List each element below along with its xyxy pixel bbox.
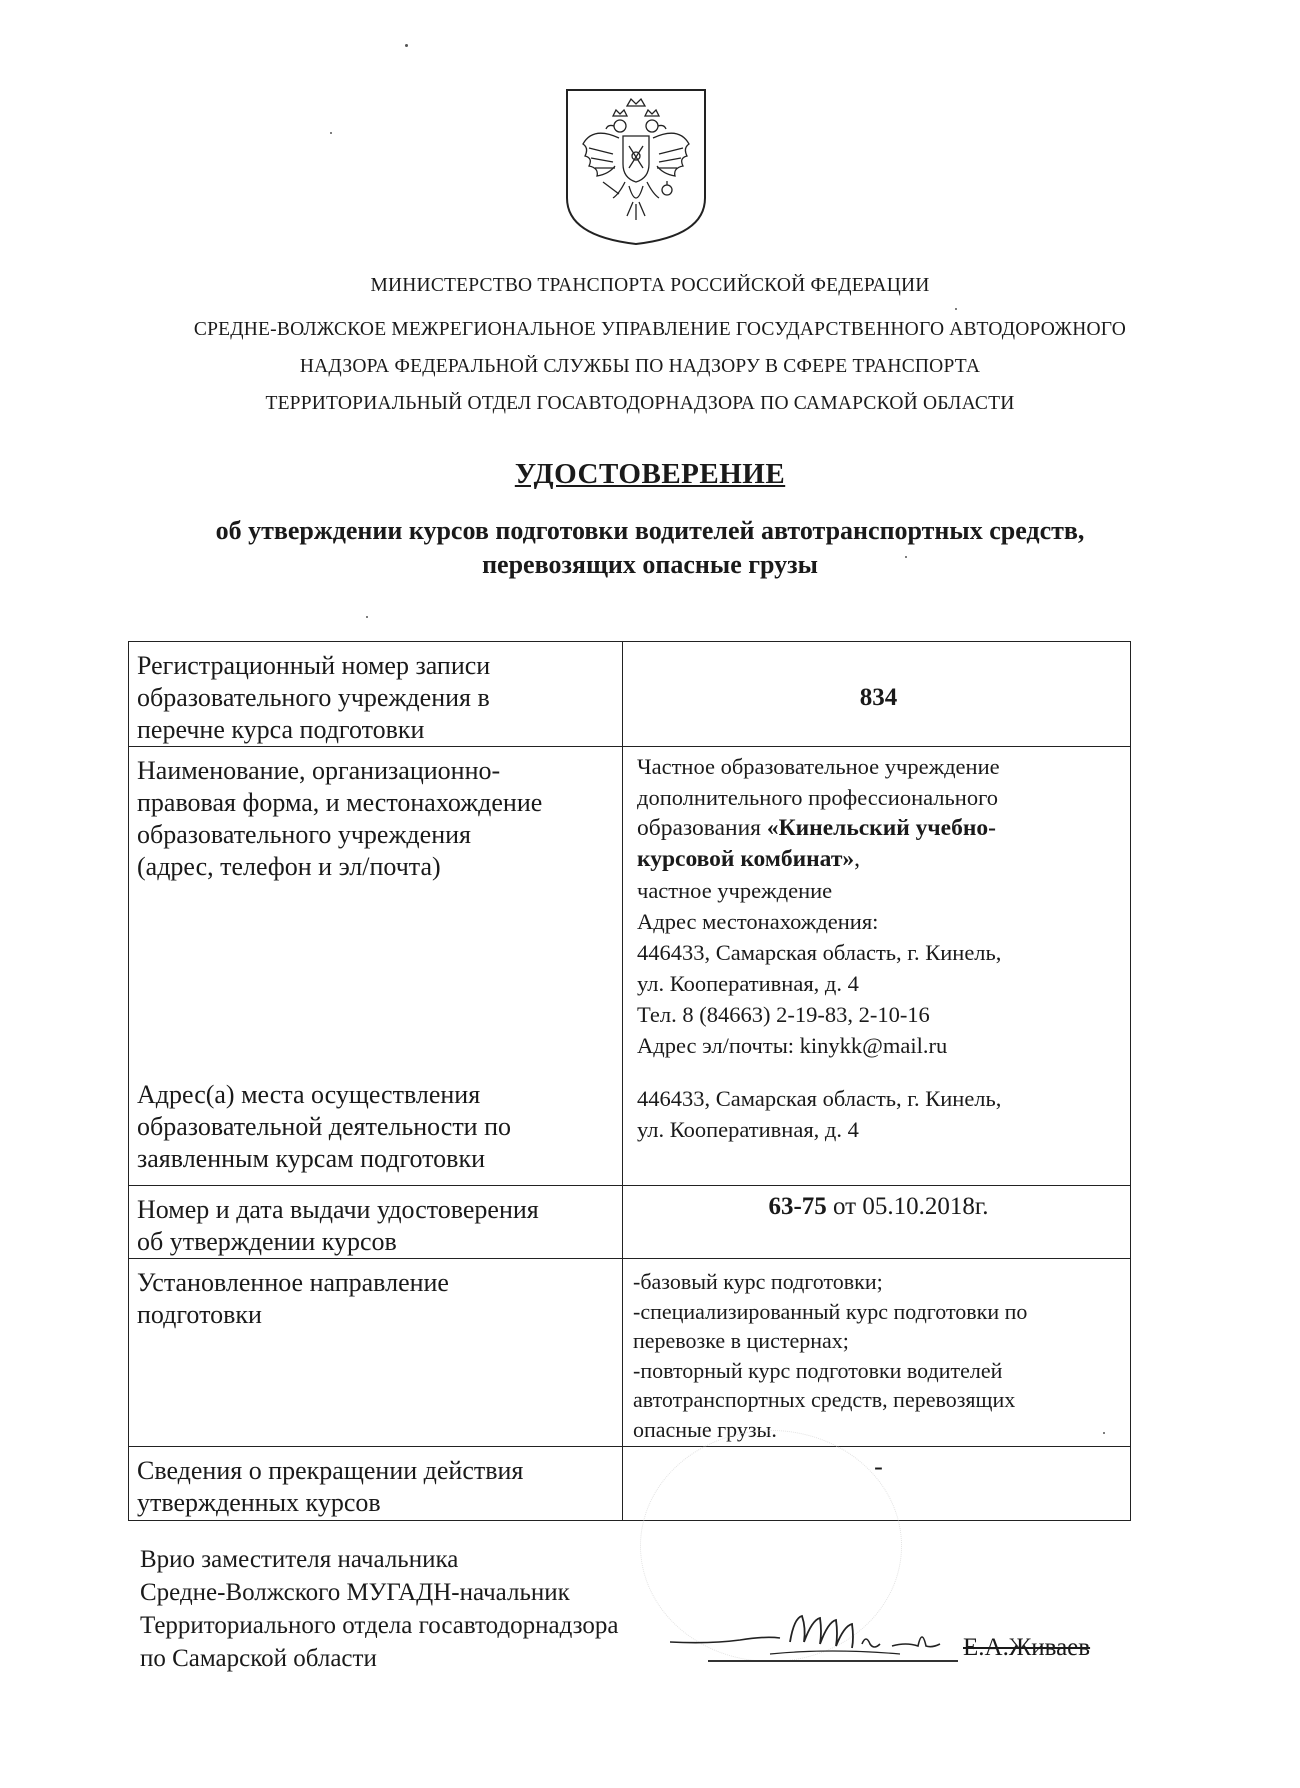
subtitle-line: перевозящих опасные грузы xyxy=(482,550,818,579)
document-title: УДОСТОВЕРЕНИЕ xyxy=(514,458,786,490)
row-label-cell xyxy=(129,1259,623,1447)
reg-label-line: Регистрационный номер записи xyxy=(137,651,491,680)
signature-line xyxy=(708,1660,958,1662)
direction-label-line: Установленное направление xyxy=(137,1268,449,1297)
certificate-number: 63-75 xyxy=(768,1193,827,1220)
org-value-line: ул. Кооперативная, д. 4 xyxy=(637,971,859,996)
org-value-line xyxy=(637,813,1120,844)
row-label-cell xyxy=(129,642,623,747)
position-line: Территориального отдела госавтодорнадзора xyxy=(140,1612,619,1639)
row-value-cell xyxy=(623,1259,1131,1447)
subtitle-line: об утверждении курсов подготовки водителей автотранспортных средств, xyxy=(215,516,1085,545)
scan-speck xyxy=(955,308,957,310)
place-label-line: образовательной деятельности по xyxy=(137,1112,512,1141)
direction-value-line: автотранспортных средств, перевозящих xyxy=(633,1387,1016,1412)
territorial-office-name: ТЕРРИТОРИАЛЬНЫЙ ОТДЕЛ ГОСАВТОДОРНАДЗОРА ПО САМАРСКОЙ ОБЛАСТИ xyxy=(265,393,1015,414)
russian-coat-of-arms-icon xyxy=(563,86,709,248)
department-name: СРЕДНЕ-ВОЛЖСКОЕ МЕЖРЕГИОНАЛЬНОЕ УПРАВЛЕНИЕ ГОСУДАРСТВЕННОГО АВТОДОРОЖНОГО xyxy=(193,319,1127,340)
position-line: Средне-Волжского МУГАДН-начальник xyxy=(140,1579,570,1606)
row-value-cell xyxy=(623,642,1131,747)
scan-speck xyxy=(330,132,332,134)
row-label-cell xyxy=(129,1186,623,1259)
certificate-number-date xyxy=(623,1186,1130,1222)
termination-label-line: утвержденных курсов xyxy=(137,1488,381,1517)
scan-speck xyxy=(405,44,408,47)
org-label-line: (адрес, телефон и эл/почта) xyxy=(137,852,441,881)
org-label-line: Наименование, организационно- xyxy=(137,756,501,785)
place-label-line: Адрес(а) места осуществления xyxy=(137,1080,481,1109)
org-name-bold: курсовой комбинат» xyxy=(637,846,855,872)
termination-value: - xyxy=(874,1452,883,1481)
table-row xyxy=(129,1259,1131,1447)
table-row xyxy=(129,1186,1131,1259)
place-value-line: 446433, Самарская область, г. Кинель, xyxy=(637,1086,1002,1111)
row-value-cell xyxy=(623,1186,1131,1259)
row-label-cell xyxy=(129,1447,623,1521)
place-value-line: ул. Кооперативная, д. 4 xyxy=(637,1117,859,1142)
org-label-line: образовательного учреждения xyxy=(137,820,471,849)
org-value-part: , xyxy=(854,846,860,872)
spacer xyxy=(137,883,612,1079)
direction-value-line: опасные грузы. xyxy=(633,1416,777,1442)
org-value-line: 446433, Самарская область, г. Кинель, xyxy=(637,940,1002,965)
handwritten-signature xyxy=(670,1598,970,1668)
registration-number: 834 xyxy=(859,684,898,711)
row-label-cell xyxy=(129,747,623,1186)
org-value-line xyxy=(637,844,1120,875)
agency-name: НАДЗОРА ФЕДЕРАЛЬНОЙ СЛУЖБЫ ПО НАДЗОРУ В СФЕРЕ ТРАНСПОРТА xyxy=(299,356,981,377)
direction-label-line: подготовки xyxy=(137,1300,262,1329)
place-label-line: заявленным курсам подготовки xyxy=(137,1144,485,1173)
reg-label-line: образовательного учреждения в xyxy=(137,683,490,712)
cert-label-line: Номер и дата выдачи удостоверения xyxy=(137,1195,539,1224)
table-row xyxy=(129,642,1131,747)
org-value-part: образования xyxy=(637,815,767,841)
org-label-line: правовая форма, и местонахождение xyxy=(137,788,543,817)
ministry-name: МИНИСТЕРСТВО ТРАНСПОРТА РОССИЙСКОЙ ФЕДЕРАЦИИ xyxy=(370,275,930,296)
certificate-date: от 05.10.2018г. xyxy=(826,1193,989,1220)
org-value-line: Адрес эл/почты: kinykk@mail.ru xyxy=(637,1033,948,1058)
org-value-line: Тел. 8 (84663) 2-19-83, 2-10-16 xyxy=(637,1002,930,1027)
spacer xyxy=(637,1061,1120,1083)
position-line: Врио заместителя начальника xyxy=(140,1546,459,1573)
table-row xyxy=(129,1447,1131,1521)
document-subtitle xyxy=(0,514,1300,582)
direction-value-line: -специализированный курс подготовки по xyxy=(633,1298,1028,1324)
cert-label-line: об утверждении курсов xyxy=(137,1227,397,1256)
direction-value-line: -повторный курс подготовки водителей xyxy=(633,1357,1003,1383)
scan-speck xyxy=(366,616,368,618)
org-value-line: частное учреждение xyxy=(637,878,833,903)
org-value-line: дополнительного профессионального xyxy=(637,785,998,810)
reg-label-line: перечне курса подготовки xyxy=(137,715,425,744)
org-value-line: Частное образовательное учреждение xyxy=(637,754,1000,779)
org-name-bold: «Кинельский учебно- xyxy=(766,815,996,841)
position-line: по Самарской области xyxy=(140,1645,377,1672)
signer-name: Е.А.Живаев xyxy=(963,1634,1091,1661)
direction-value-line: перевозке в цистернах; xyxy=(633,1328,849,1353)
row-value-cell xyxy=(623,747,1131,1186)
signatory-position xyxy=(140,1543,618,1675)
table-row xyxy=(129,747,1131,1186)
termination-label-line: Сведения о прекращении действия xyxy=(137,1456,524,1485)
direction-value-line: -базовый курс подготовки; xyxy=(633,1269,883,1294)
org-value-line: Адрес местонахождения: xyxy=(637,909,879,934)
certificate-details-table xyxy=(128,641,1131,1521)
